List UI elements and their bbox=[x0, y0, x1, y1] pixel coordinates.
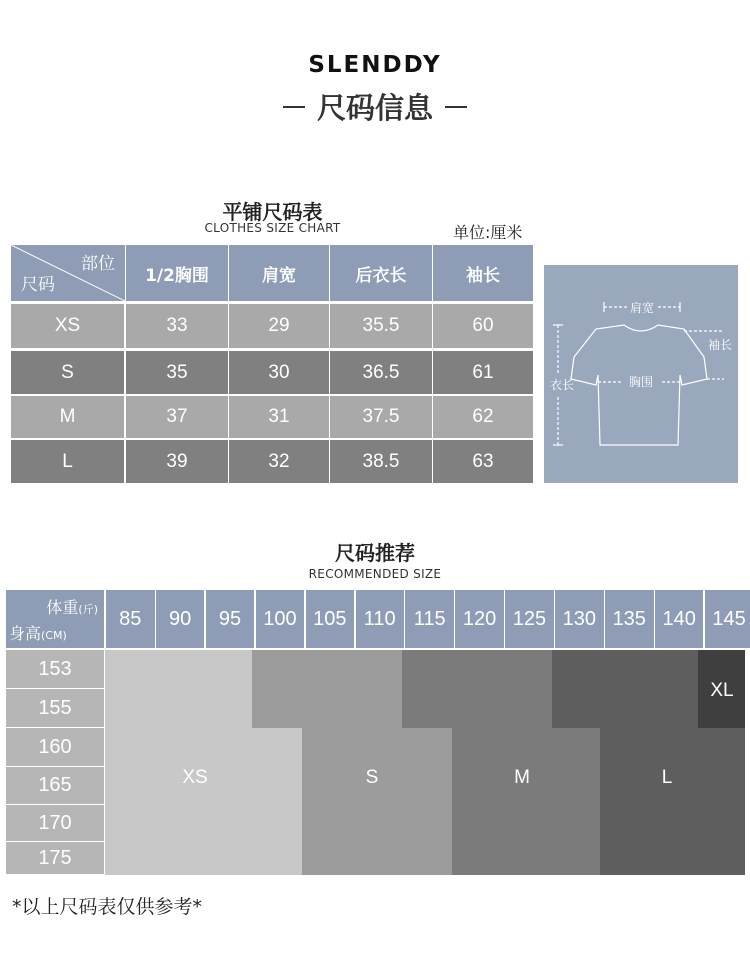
weight-column-header: 135 bbox=[605, 590, 654, 648]
brand-logo: SLENDDY bbox=[308, 52, 442, 78]
diagram-label-length: 衣长 bbox=[549, 378, 575, 392]
table-cell: 61 bbox=[433, 351, 533, 394]
height-row-label: 153 bbox=[6, 650, 104, 689]
height-row-label: 165 bbox=[6, 767, 104, 805]
page-title-text: 尺码信息 bbox=[316, 91, 433, 125]
column-header: 1/2胸围 bbox=[126, 245, 228, 301]
weight-column-header: 125 bbox=[505, 590, 554, 648]
table-cell: 36.5 bbox=[330, 351, 432, 394]
weight-column-header: 115 bbox=[405, 590, 454, 648]
table-cell: 37.5 bbox=[330, 396, 432, 438]
table-cell: 29 bbox=[229, 304, 329, 348]
weight-label: 体重(斤) bbox=[46, 598, 98, 617]
size-zone-label: M bbox=[514, 767, 530, 788]
size-chart-unit: 单位:厘米 bbox=[453, 223, 523, 242]
table-cell: 39 bbox=[126, 440, 228, 483]
size-chart-subtitle: CLOTHES SIZE CHART bbox=[204, 221, 341, 235]
weight-column-header: 130 bbox=[555, 590, 604, 648]
weight-column-header: 120 bbox=[455, 590, 504, 648]
table-cell: 60 bbox=[433, 304, 533, 348]
size-row-label: M bbox=[11, 396, 124, 438]
column-header: 后衣长 bbox=[330, 245, 432, 301]
table-cell: 38.5 bbox=[330, 440, 432, 483]
table-cell: 32 bbox=[229, 440, 329, 483]
weight-column-header: 85 bbox=[106, 590, 155, 648]
corner-label-size: 尺码 bbox=[21, 275, 55, 295]
height-row-label: 170 bbox=[6, 805, 104, 842]
table-cell: 35.5 bbox=[330, 304, 432, 348]
column-header: 袖长 bbox=[433, 245, 533, 301]
size-zone-label: XS bbox=[182, 767, 208, 788]
table-cell: 33 bbox=[126, 304, 228, 348]
recommended-subtitle: RECOMMENDED SIZE bbox=[308, 567, 442, 581]
weight-column-header: 90 bbox=[156, 590, 205, 648]
diagram-label-chest: 胸围 bbox=[628, 375, 654, 389]
height-row-label: 160 bbox=[6, 728, 104, 767]
weight-column-header: 145 bbox=[705, 590, 750, 648]
column-header: 肩宽 bbox=[229, 245, 329, 301]
table-cell: 63 bbox=[433, 440, 533, 483]
table-cell: 62 bbox=[433, 396, 533, 438]
table-cell: 31 bbox=[229, 396, 329, 438]
diagram-label-sleeve: 袖长 bbox=[707, 338, 733, 352]
size-zone-label: L bbox=[661, 767, 673, 788]
height-row-label: 175 bbox=[6, 842, 104, 875]
size-zone-label: XL bbox=[710, 680, 734, 701]
corner-label-part: 部位 bbox=[81, 254, 115, 274]
recommended-title: 尺码推荐 bbox=[335, 541, 415, 565]
weight-column-header: 110 bbox=[356, 590, 405, 648]
size-row-label: L bbox=[11, 440, 124, 483]
table-cell: 30 bbox=[229, 351, 329, 394]
size-chart-title: 平铺尺码表 bbox=[222, 200, 323, 224]
weight-column-header: 95 bbox=[206, 590, 255, 648]
diagram-label-shoulder: 肩宽 bbox=[629, 301, 655, 315]
weight-column-header: 100 bbox=[256, 590, 305, 648]
size-zone-label: S bbox=[365, 767, 379, 788]
table-cell: 37 bbox=[126, 396, 228, 438]
height-row-label: 155 bbox=[6, 689, 104, 728]
height-label: 身高(CM) bbox=[9, 624, 67, 643]
weight-column-header: 105 bbox=[306, 590, 355, 648]
table-cell: 35 bbox=[126, 351, 228, 394]
size-row-label: S bbox=[11, 351, 124, 394]
size-row-label: XS bbox=[11, 304, 124, 348]
disclaimer-note: *以上尺码表仅供参考* bbox=[12, 896, 203, 918]
weight-column-header: 140 bbox=[655, 590, 704, 648]
